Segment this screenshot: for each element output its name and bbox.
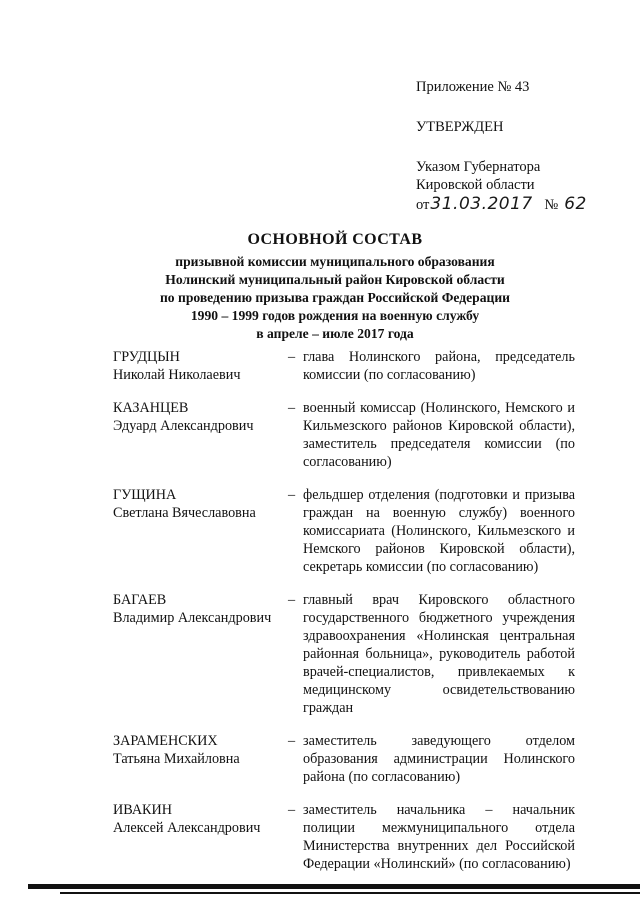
members-list (113, 348, 583, 873)
heading-line-4: 1990 – 1999 годов рождения на военную службу (190, 308, 480, 323)
member-surname: ГУЩИНА (113, 487, 177, 503)
member-entry (113, 732, 583, 786)
heading-line-5: в апреле – июле 2017 года (256, 326, 414, 341)
member-name (113, 732, 283, 768)
scan-edge-bar-thin (60, 892, 640, 894)
member-entry (113, 591, 583, 717)
heading-line-1: призывной комиссии муниципального образования (175, 254, 495, 269)
member-role: главный врач Кировского областного государственного бюджетного учреждения здравоохранения «Нолинская центральная районная больница», руководитель работой врачей-специалистов, привлекаемых к медицинскому освидетельствованию граждан (303, 592, 575, 716)
member-dash: – (288, 487, 296, 503)
member-name (113, 801, 283, 837)
member-dash: – (288, 400, 296, 416)
from-label: от (416, 197, 430, 213)
appendix-label: Приложение № 43 (416, 79, 530, 95)
member-dash: – (288, 733, 296, 749)
member-role: глава Нолинского района, председатель комиссии (по согласованию) (303, 349, 575, 383)
member-dash: – (288, 349, 296, 365)
member-surname: ГРУДЦЫН (113, 349, 180, 365)
member-role: заместитель начальника – начальник полиции межмуниципального отдела Министерства внутренних дел Российской Федерации «Нолинский» (по согласованию) (303, 802, 575, 872)
handwritten-number: 62 (564, 194, 587, 214)
member-entry (113, 348, 583, 384)
member-entry (113, 486, 583, 576)
heading-line-2: Нолинский муниципальный район Кировской области (165, 272, 505, 287)
decree-reference (416, 158, 616, 214)
document-heading (100, 230, 570, 343)
scan-edge-bar (28, 884, 640, 889)
member-given-name: Владимир Александрович (113, 610, 272, 626)
member-given-name: Светлана Вячеславовна (113, 505, 256, 521)
member-surname: БАГАЕВ (113, 592, 167, 608)
member-name (113, 486, 283, 522)
number-label: № (544, 197, 559, 213)
member-role: военный комиссар (Нолинского, Немского и Кильмезского районов Кировской области), заместитель председателя комиссии (по согласованию) (303, 400, 575, 470)
member-surname: ИВАКИН (113, 802, 173, 818)
member-name (113, 348, 283, 384)
approved-label: УТВЕРЖДЕН (416, 119, 504, 135)
member-given-name: Николай Николаевич (113, 367, 241, 383)
approval-block (416, 78, 616, 214)
member-surname: КАЗАНЦЕВ (113, 400, 189, 416)
document-title: ОСНОВНОЙ СОСТАВ (247, 231, 423, 248)
member-role: заместитель заведующего отделом образования администрации Нолинского района (по согласованию) (303, 733, 575, 785)
handwritten-date: 31.03.2017 (430, 194, 533, 214)
member-dash: – (288, 802, 296, 818)
member-given-name: Алексей Александрович (113, 820, 261, 836)
decree-line-1: Указом Губернатора (416, 159, 541, 175)
member-surname: ЗАРАМЕНСКИХ (113, 733, 218, 749)
member-name (113, 399, 283, 435)
heading-line-3: по проведению призыва граждан Российской Федерации (159, 290, 511, 305)
member-name (113, 591, 283, 627)
member-role: фельдшер отделения (подготовки и призыва граждан на военную службу) военного комиссариата (Нолинского, Кильмезского и Немского районов Кировской области), секретарь комиссии (по согласованию) (303, 487, 575, 575)
decree-line-2: Кировской области (416, 177, 535, 193)
member-entry (113, 801, 583, 873)
member-dash: – (288, 592, 296, 608)
member-given-name: Эдуард Александрович (113, 418, 254, 434)
member-entry (113, 399, 583, 471)
member-given-name: Татьяна Михайловна (113, 751, 240, 767)
decree-date-number (416, 195, 616, 214)
